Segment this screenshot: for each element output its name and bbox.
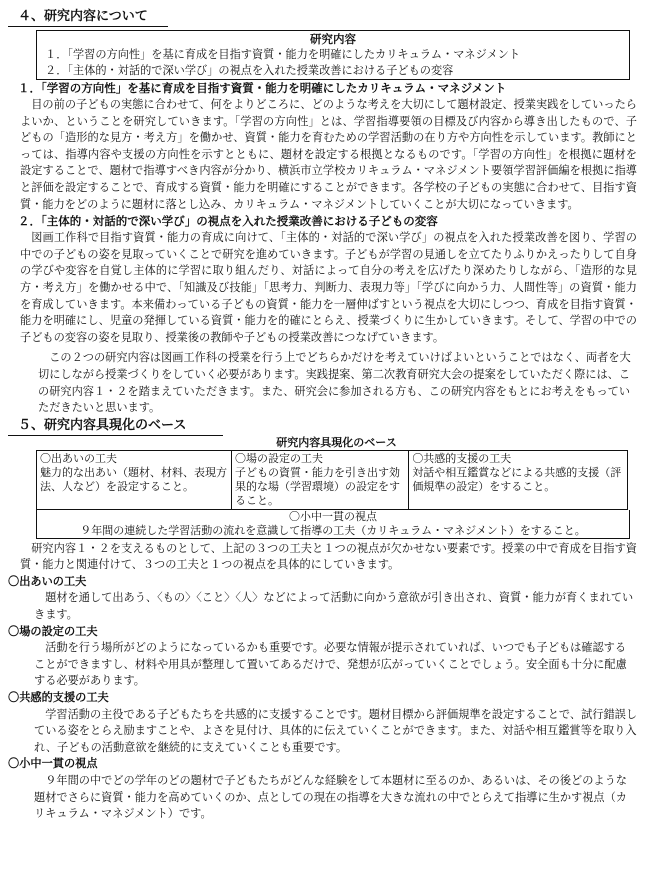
base-cell-setting-text: 子どもの資質・能力を引き出す効果的な場（学習環境）の設定をすること。	[235, 465, 401, 507]
base-grid	[36, 450, 628, 510]
base-item-encounter-title: 〇出あいの工夫	[8, 574, 87, 588]
research-content-box-title: 研究内容	[310, 32, 356, 46]
base-item-continuity-title: 〇小中一貫の視点	[8, 757, 98, 771]
base-item-setting-text: 活動を行う場所がどのようになっているかも重要です。必要な情報が提示されていれば、いつでも子どもは確認することができますし、材料や用具が整理して置いてあるだけで、発想が広がっていくことでしょう。安全面も十分に配慮する必要があります。	[34, 641, 627, 688]
base-item-encounter-text: 題材を通して出あう、〈もの〉〈こと〉〈人〉などによって活動に向かう意欲が引き出され、資質・能力が育くまれていきます。	[34, 591, 634, 622]
base-cell-support-text: 対話や相互鑑賞などによる共感的支援（評価規準の設定）をすること。	[412, 465, 622, 493]
base-cell-encounter	[37, 450, 232, 509]
research-content-box	[36, 30, 630, 80]
base-cell-setting-title: 〇場の設定の工夫	[235, 451, 324, 465]
section-4-heading: ４、研究内容について	[8, 8, 168, 27]
research-content-2-heading: ２．「主体的・対話的で深い学び」の視点を入れた授業改善における子どもの変容	[18, 214, 438, 229]
base-item-setting	[8, 624, 637, 690]
base-item-support-text: 学習活動の主役である子どもたちを共感的に支援することです。題材目標から評価規準を設定することで、試行錯誤している姿をとらえ励ますことや、よさを見付け、具体的に伝えていくことができます。また、対話や相互鑑賞等を取り入れ、子どもの活動意欲を継続的に支えていくことも重要です。	[34, 707, 638, 754]
base-axis-text: ９年間の連続した学習活動の流れを意識して指導の工夫（カリキュラム・マネジメント）をすること。	[80, 523, 586, 537]
research-content-item-2: ２．「主体的・対話的で深い学び」の視点を入れた授業改善における子どもの変容	[45, 64, 454, 77]
research-content-1-heading: １．「学習の方向性」を基に育成を目指す資質・能力を明確にしたカリキュラム・マネジメント	[18, 81, 507, 95]
base-cell-encounter-text: 魅力的な出あい（題材、材料、表現方法、人など）を設定すること。	[40, 465, 227, 493]
base-item-continuity	[8, 756, 637, 822]
base-item-encounter	[8, 574, 637, 624]
base-cell-setting	[232, 450, 409, 509]
base-cell-support-title: 〇共感的支援の工夫	[412, 451, 512, 465]
base-item-setting-title: 〇場の設定の工夫	[8, 624, 98, 638]
section-4-closing: この２つの研究内容は図画工作科の授業を行う上でどちらかだけを考えていけばよいということではなく、両者を大切にしながら授業づくりをしていく必要があります。実践提案、第二次教育研究大会の提案をしていただく際には、この研究内容１・２を踏まえていただきます。また、研究会に参加される方も、この研究内容をもとにお考えをもっていただきたいと思います。	[38, 351, 631, 415]
base-cell-encounter-title: 〇出あいの工夫	[40, 451, 117, 465]
base-item-support-title: 〇共感的支援の工夫	[8, 691, 109, 705]
research-content-1-body: 目の前の子どもの実態に合わせて、何をよりどころに、どのような考えを大切にして題材設定、授業実践をしていったらよいか、ということを研究していきます。「学習の方向性」とは、学習指導要領の目標及び内容から導き出したもので、子どもの「造形的な見方・考え方」を働かせ、資質・能力を育むための学習活動の在り方や方向性を示しています。教師にとっては、指導内容や支援の方向性を示すとともに、題材を設定する根拠となるものです。「学習の方向性」を根拠に題材を設定することで、題材で指導すべき内容が分かり、横浜市立学校カリキュラム・マネジメント要領学習評価編を根拠に指導と評価を設定することで、育成する資質・能力を明確にすることができます。各学校の子どもの実態に合わせて、目指す資質・能力をどのように題材に落とし込み、カリキュラム・マネジメントしていくことが大切になっていきます。	[20, 98, 637, 211]
base-cell-support	[409, 450, 628, 509]
section-5-intro: 研究内容１・２を支えるものとして、上記の３つの工夫と１つの視点が欠かせない要素です。授業の中で育成を目指す資質・能力と関連付けて、３つの工夫と１つの視点を具体的にしていきます。	[20, 541, 637, 572]
research-content-2-body: 図画工作科で目指す資質・能力の育成に向けて、「主体的・対話的で深い学び」の視点を入れた授業改善を図り、学習の中での子どもの姿を見取っていくことで研究を進めていきます。子どもが学習の見通しを立てたりふりかえったりして自身の学びや変容を自覚し主体的に学習に取り組んだり、対話によって自分の考えを広げたり深めたりしながら、「造形的な見方・考え方」を働かせる中で、「知識及び技能」「思考力、判断力、表現力等」「学びに向かう力、人間性等」の資質・能力を育成していきます。本来備わっている子どもの資質・能力を一層伸ばすという視点を大切にしつつ、育成を目指す資質・能力を明確にし、児童の発揮している資質・能力を的確にとらえ、授業づくりに生かしていきます。そして、学習の中での子どもの変容の姿を見取り、授業後の教師や子どもの授業改善につなげていきます。	[20, 231, 637, 344]
base-box-title: 研究内容具現化のベース	[276, 435, 397, 449]
base-item-support	[8, 690, 637, 756]
base-axis-row	[36, 510, 630, 539]
base-item-continuity-text: ９年間の中でどの学年のどの題材で子どもたちがどんな経験をして本題材に至るのか、あるいは、その後どのような題材でさらに資質・能力を高めていくのか、点としての現在の指導を大きな流れの中でとらえて指導に生かす視点（カリキュラム・マネジメント）です。	[34, 774, 627, 821]
section-5-heading: ５、研究内容具現化のベース	[8, 417, 223, 436]
base-axis-title: 〇小中一貫の視点	[289, 509, 377, 523]
research-content-item-1: １．「学習の方向性」を基に育成を目指す資質・能力を明確にしたカリキュラム・マネジメント	[45, 48, 521, 61]
